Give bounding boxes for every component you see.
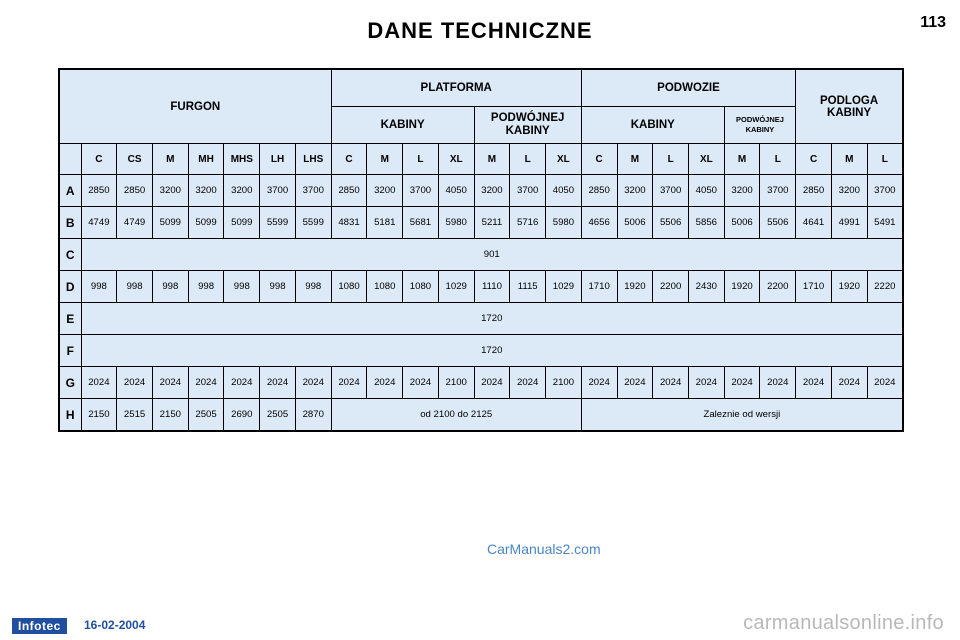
page-title: DANE TECHNICZNE: [367, 18, 593, 43]
model-header: M: [152, 144, 188, 175]
value-cell: 2150: [152, 399, 188, 432]
value-cell: 2850: [81, 175, 117, 207]
value-cell: 2024: [295, 367, 331, 399]
value-cell: 1110: [474, 271, 510, 303]
value-cell: 998: [117, 271, 153, 303]
table-row: [59, 207, 903, 239]
table-row: [59, 271, 903, 303]
value-cell: 998: [295, 271, 331, 303]
value-cell: 2024: [331, 367, 367, 399]
header-podwozie-podwojnej: PODWÓJNEJ KABINY: [724, 107, 795, 144]
value-cell: 2100: [438, 367, 474, 399]
value-cell: 5506: [760, 207, 796, 239]
model-header: XL: [438, 144, 474, 175]
value-cell: 4656: [581, 207, 617, 239]
model-header: LHS: [295, 144, 331, 175]
value-cell: 3700: [403, 175, 439, 207]
value-cell: 2024: [81, 367, 117, 399]
header-podwozie-kabiny: KABINY: [581, 107, 724, 144]
model-header: M: [831, 144, 867, 175]
value-cell: 2024: [510, 367, 546, 399]
value-cell: 2505: [188, 399, 224, 432]
value-cell: 3700: [653, 175, 689, 207]
value-cell: 1920: [617, 271, 653, 303]
value-cell: 2850: [117, 175, 153, 207]
value-cell: 4991: [831, 207, 867, 239]
header-platforma: PLATFORMA: [331, 69, 581, 107]
value-cell: 3700: [760, 175, 796, 207]
value-cell: 2024: [867, 367, 903, 399]
model-header-row: [59, 144, 903, 175]
row-label: G: [59, 367, 81, 399]
row-label: C: [59, 239, 81, 271]
value-cell: 2024: [581, 367, 617, 399]
value-cell: 5211: [474, 207, 510, 239]
model-header: MHS: [224, 144, 260, 175]
model-header: C: [796, 144, 832, 175]
model-header: L: [867, 144, 903, 175]
value-cell: 1920: [724, 271, 760, 303]
value-cell: 2024: [117, 367, 153, 399]
value-cell: 2850: [796, 175, 832, 207]
value-cell: 5980: [438, 207, 474, 239]
value-cell: 5491: [867, 207, 903, 239]
infotec-logo: Infotec: [12, 618, 67, 634]
row-label: H: [59, 399, 81, 432]
platforma-range-cell: od 2100 do 2125: [331, 399, 581, 432]
header-podloga-kabiny: PODLOGA KABINY: [796, 69, 903, 144]
value-cell: 4641: [796, 207, 832, 239]
value-cell: 1080: [331, 271, 367, 303]
value-cell: 1710: [581, 271, 617, 303]
value-cell: 998: [152, 271, 188, 303]
model-header: M: [617, 144, 653, 175]
value-cell: 2024: [403, 367, 439, 399]
value-cell: 998: [188, 271, 224, 303]
table-row: [59, 399, 903, 432]
value-cell: 3200: [474, 175, 510, 207]
value-cell: 5006: [617, 207, 653, 239]
value-cell: 3200: [224, 175, 260, 207]
value-cell: 2150: [81, 399, 117, 432]
value-cell: 5681: [403, 207, 439, 239]
value-cell: 3200: [188, 175, 224, 207]
value-cell: 3700: [510, 175, 546, 207]
value-cell: 5716: [510, 207, 546, 239]
value-cell: 2024: [224, 367, 260, 399]
value-cell: 2024: [796, 367, 832, 399]
merged-value-cell: 901: [81, 239, 903, 271]
model-header: C: [581, 144, 617, 175]
row-label: E: [59, 303, 81, 335]
model-header: CS: [117, 144, 153, 175]
value-cell: 5099: [152, 207, 188, 239]
merged-value-cell: 1720: [81, 303, 903, 335]
value-cell: 4050: [546, 175, 582, 207]
model-header: MH: [188, 144, 224, 175]
footer-date: 16-02-2004: [84, 618, 146, 632]
model-header: XL: [688, 144, 724, 175]
value-cell: 5599: [260, 207, 296, 239]
model-header: M: [367, 144, 403, 175]
value-cell: 3700: [260, 175, 296, 207]
header-platforma-podwojnej: PODWÓJNEJ KABINY: [474, 107, 581, 144]
page-number: 113: [920, 14, 946, 31]
value-cell: 2024: [367, 367, 403, 399]
value-cell: 1029: [546, 271, 582, 303]
value-cell: 4749: [117, 207, 153, 239]
value-cell: 2100: [546, 367, 582, 399]
model-header: XL: [546, 144, 582, 175]
value-cell: 5980: [546, 207, 582, 239]
value-cell: 2870: [295, 399, 331, 432]
value-cell: 5599: [295, 207, 331, 239]
value-cell: 2024: [474, 367, 510, 399]
row-label: A: [59, 175, 81, 207]
table-row: [59, 367, 903, 399]
table-row: [59, 175, 903, 207]
value-cell: 2024: [152, 367, 188, 399]
header-podwozie: PODWOZIE: [581, 69, 795, 107]
value-cell: 2850: [581, 175, 617, 207]
value-cell: 5506: [653, 207, 689, 239]
model-header: L: [760, 144, 796, 175]
value-cell: 2024: [617, 367, 653, 399]
value-cell: 2850: [331, 175, 367, 207]
value-cell: 4050: [438, 175, 474, 207]
value-cell: 5856: [688, 207, 724, 239]
value-cell: 2430: [688, 271, 724, 303]
value-cell: 2024: [653, 367, 689, 399]
podwozie-version-cell: Zaleznie od wersji: [581, 399, 903, 432]
value-cell: 4749: [81, 207, 117, 239]
value-cell: 1710: [796, 271, 832, 303]
value-cell: 3200: [367, 175, 403, 207]
value-cell: 1920: [831, 271, 867, 303]
value-cell: 998: [224, 271, 260, 303]
value-cell: 2024: [260, 367, 296, 399]
table-row: [59, 239, 903, 271]
value-cell: 4050: [688, 175, 724, 207]
value-cell: 3700: [867, 175, 903, 207]
value-cell: 3700: [295, 175, 331, 207]
row-label: D: [59, 271, 81, 303]
value-cell: 2024: [760, 367, 796, 399]
model-header: L: [510, 144, 546, 175]
model-header: M: [474, 144, 510, 175]
watermark-carmanuals2: CarManuals2.com: [487, 541, 601, 557]
value-cell: 1080: [367, 271, 403, 303]
model-header: C: [81, 144, 117, 175]
value-cell: 998: [260, 271, 296, 303]
value-cell: 5099: [224, 207, 260, 239]
model-header: LH: [260, 144, 296, 175]
value-cell: 2024: [724, 367, 760, 399]
value-cell: 5099: [188, 207, 224, 239]
model-header: L: [403, 144, 439, 175]
header-platforma-kabiny: KABINY: [331, 107, 474, 144]
value-cell: 3200: [831, 175, 867, 207]
value-cell: 2690: [224, 399, 260, 432]
watermark-carmanualsonline: carmanualsonline.info: [743, 612, 944, 634]
table-body: [59, 175, 903, 432]
model-header-blank: [59, 144, 81, 175]
row-label: B: [59, 207, 81, 239]
value-cell: 3200: [724, 175, 760, 207]
value-cell: 2200: [653, 271, 689, 303]
model-header: L: [653, 144, 689, 175]
row-label: F: [59, 335, 81, 367]
value-cell: 2505: [260, 399, 296, 432]
value-cell: 5181: [367, 207, 403, 239]
merged-value-cell: 1720: [81, 335, 903, 367]
value-cell: 1080: [403, 271, 439, 303]
spec-table: [58, 68, 904, 432]
model-header: M: [724, 144, 760, 175]
value-cell: 2024: [188, 367, 224, 399]
value-cell: 3200: [617, 175, 653, 207]
table-row: [59, 335, 903, 367]
value-cell: 2024: [831, 367, 867, 399]
value-cell: 2024: [688, 367, 724, 399]
value-cell: 998: [81, 271, 117, 303]
value-cell: 3200: [152, 175, 188, 207]
value-cell: 2200: [760, 271, 796, 303]
table-row: [59, 303, 903, 335]
value-cell: 5006: [724, 207, 760, 239]
value-cell: 2220: [867, 271, 903, 303]
model-header: C: [331, 144, 367, 175]
value-cell: 2515: [117, 399, 153, 432]
value-cell: 1115: [510, 271, 546, 303]
value-cell: 4831: [331, 207, 367, 239]
value-cell: 1029: [438, 271, 474, 303]
header-furgon: FURGON: [59, 69, 331, 144]
